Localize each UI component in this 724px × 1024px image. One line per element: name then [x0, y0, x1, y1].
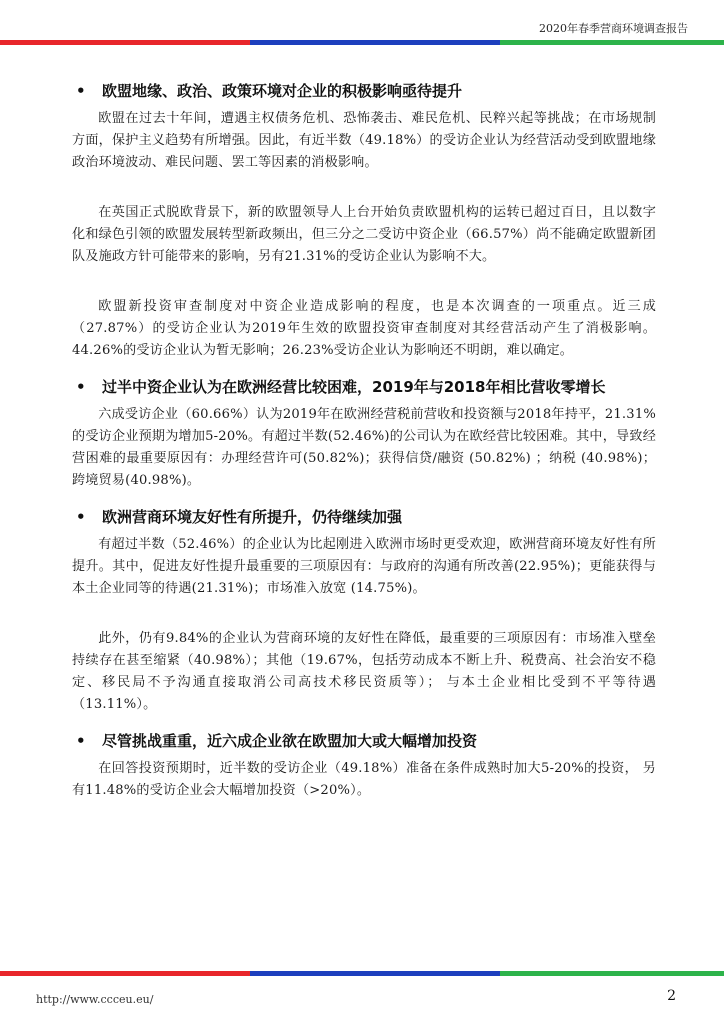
section-friendliness — [72, 506, 656, 716]
footer-color-stripe — [0, 971, 724, 976]
paragraph: 欧盟在过去十年间，遭遇主权债务危机、恐怖袭击、难民危机、民粹兴起等挑战；在市场规制方面，保护主义趋势有所增强。因此，有近半数（49.18%）的受访企业认为经营活动受到欧盟地缘政治环境波动、难民问题、罢工等因素的消极影响。 — [72, 111, 656, 170]
paragraph: 此外，仍有9.84%的企业认为营商环境的友好性在降低，最重要的三项原因有：市场准入壁垒持续存在甚至缩紧（40.98%）；其他（19.67%，包括劳动成本不断上升、税费高、社会治安不稳定、移民局不予沟通直接取消公司高技术移民资质等）； 与本土企业相比受到不平等待遇（13.11%）。 — [72, 631, 656, 712]
section-business-difficulty — [72, 376, 656, 492]
section-investment — [72, 730, 656, 802]
section-eu-environment — [72, 80, 656, 362]
paragraph: 欧盟新投资审查制度对中资企业造成影响的程度，也是本次调查的一项重点。近三成（27.87%）的受访企业认为2019年生效的欧盟投资审查制度对其经营活动产生了消极影响。44.26%的受访企业认为暂无影响；26.23%受访企业认为影响还不明朗，难以确定。 — [72, 299, 656, 358]
main-content — [72, 80, 656, 802]
bullet-icon: • — [76, 82, 86, 100]
page-number: 2 — [667, 988, 676, 1004]
section-heading — [72, 730, 656, 752]
header-report-title: 2020年春季营商环境调查报告 — [539, 22, 688, 35]
bullet-icon: • — [76, 378, 86, 396]
section-heading — [72, 376, 656, 398]
header-color-stripe — [0, 40, 724, 45]
heading-text: 欧盟地缘、政治、政策环境对企业的积极影响亟待提升 — [102, 82, 463, 100]
section-heading — [72, 80, 656, 102]
paragraph: 六成受访企业（60.66%）认为2019年在欧洲经营税前营收和投资额与2018年持平，21.31%的受访企业预期为增加5-20%。有超过半数(52.46%)的公司认为在欧经营比较困难。其中，导致经营困难的最重要原因有：办理经营许可(50.82%)；获得信贷/融资 (50.82%) ；纳税 (40.98%)；跨境贸易(40.98%)。 — [72, 407, 656, 488]
section-heading — [72, 506, 656, 528]
heading-text: 过半中资企业认为在欧洲经营比较困难，2019年与2018年相比营收零增长 — [102, 378, 606, 396]
footer-url[interactable]: http://www.ccceu.eu/ — [36, 993, 154, 1006]
heading-text: 欧洲营商环境友好性有所提升，仍待继续加强 — [102, 508, 403, 526]
paragraph: 在英国正式脱欧背景下，新的欧盟领导人上台开始负责欧盟机构的运转已超过百日，且以数字化和绿色引领的欧盟发展转型新政频出，但三分之二受访中资企业（66.57%）尚不能确定欧盟新团队及施政方针可能带来的影响，另有21.31%的受访企业认为影响不大。 — [72, 205, 656, 264]
paragraph: 有超过半数（52.46%）的企业认为比起刚进入欧洲市场时更受欢迎，欧洲营商环境友好性有所提升。其中，促进友好性提升最重要的三项原因有：与政府的沟通有所改善(22.95%)；更能获得与本土企业同等的待遇(21.31%)；市场准入放宽 (14.75%)。 — [72, 537, 656, 596]
heading-text: 尽管挑战重重，近六成企业欲在欧盟加大或大幅增加投资 — [102, 732, 478, 750]
bullet-icon: • — [76, 508, 86, 526]
paragraph: 在回答投资预期时，近半数的受访企业（49.18%）准备在条件成熟时加大5-20%的投资， 另有11.48%的受访企业会大幅增加投资（>20%）。 — [72, 761, 656, 798]
bullet-icon: • — [76, 732, 86, 750]
